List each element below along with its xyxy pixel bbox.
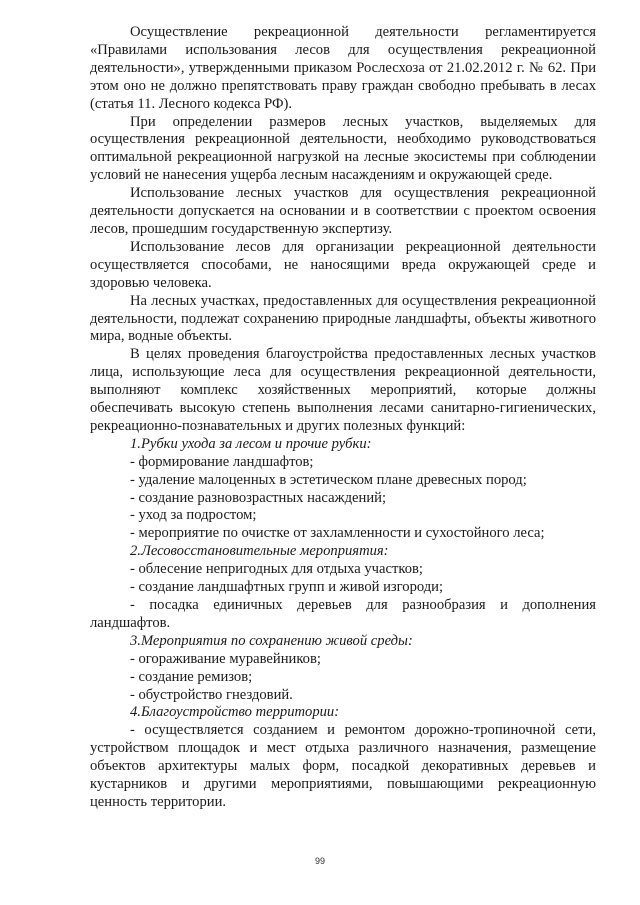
paragraph-measures-intro: В целях проведения благоустройства предоставленных лесных участков лица, использующие леса для осуществления рекреационной деятельности, выполняют комплекс хозяйственных мероприятий, которые должны обеспечивать высокую степень выполнения лесами санитарно-гигиенических, рекреационно-познавательных и других полезных функций: (90, 346, 596, 434)
list-item: - создание ландшафтных групп и живой изгороди; (130, 579, 444, 596)
list-item: - удаление малоценных в эстетическом плане древесных пород; (130, 471, 527, 488)
document-page (90, 24, 596, 812)
paragraph-regulation: Осуществление рекреационной деятельности регламентируется «Правилами использования лесов для осуществления рекреационной деятельности», утвержденными приказом Рослесхоза от 21.02.2012 г. № 62. При этом оно не должно препятствовать праву граждан свободно пребывать в лесах (статья 11. Лесного кодекса РФ). (90, 24, 596, 112)
list-item: - создание ремизов; (130, 668, 253, 685)
list-item: - осуществляется созданием и ремонтом дорожно-тропиночной сети, устройством площадок и мест отдыха различного назначения, размещение объектов архитектуры малых форм, посадкой декоративных деревьев и кустарников и другими мероприятиями, повышающими рекреационную ценность территории. (90, 722, 596, 810)
page-number: 99 (314, 856, 325, 866)
list-item: - посадка единичных деревьев для разнообразия и дополнения ландшафтов. (90, 597, 596, 631)
section-heading-living-environment: 3.Мероприятия по сохранению живой среды: (130, 632, 413, 649)
list-item: - огораживание муравейников; (130, 650, 321, 667)
section-heading-reforestation: 2.Лесовосстановительные мероприятия: (130, 543, 389, 560)
list-item: - мероприятие по очистке от захламленности и сухостойного леса; (130, 525, 545, 542)
section-heading-landscaping: 4.Благоустройство территории: (130, 704, 340, 721)
list-item: - обустройство гнездовий. (130, 686, 293, 703)
list-item: - облесение непригодных для отдыха участков; (130, 561, 423, 578)
paragraph-plot-size: При определении размеров лесных участков, выделяемых для осуществления рекреационной деятельности, необходимо руководствоваться оптимальной рекреационной нагрузкой на лесные экосистемы при соблюдении условий не нанесения ущерба лесным насаждениям и окружающей среде. (90, 113, 596, 184)
section-heading-felling: 1.Рубки ухода за лесом и прочие рубки: (130, 435, 372, 452)
paragraph-harmless-methods: Использование лесов для организации рекреационной деятельности осуществляется способами, не наносящими вреда окружающей среде и здоровью человека. (90, 238, 596, 291)
paragraph-landscape-preservation: На лесных участках, предоставленных для осуществления рекреационной деятельности, подлежат сохранению природные ландшафты, объекты животного мира, водные объекты. (90, 292, 596, 345)
paragraph-forest-project: Использование лесных участков для осуществления рекреационной деятельности допускается на основании и в соответствии с проектом освоения лесов, прошедшим государственную экспертизу. (90, 185, 596, 237)
list-item: - формирование ландшафтов; (130, 453, 314, 470)
list-item: - создание разновозрастных насаждений; (130, 489, 387, 506)
list-item: - уход за подростом; (130, 507, 257, 524)
